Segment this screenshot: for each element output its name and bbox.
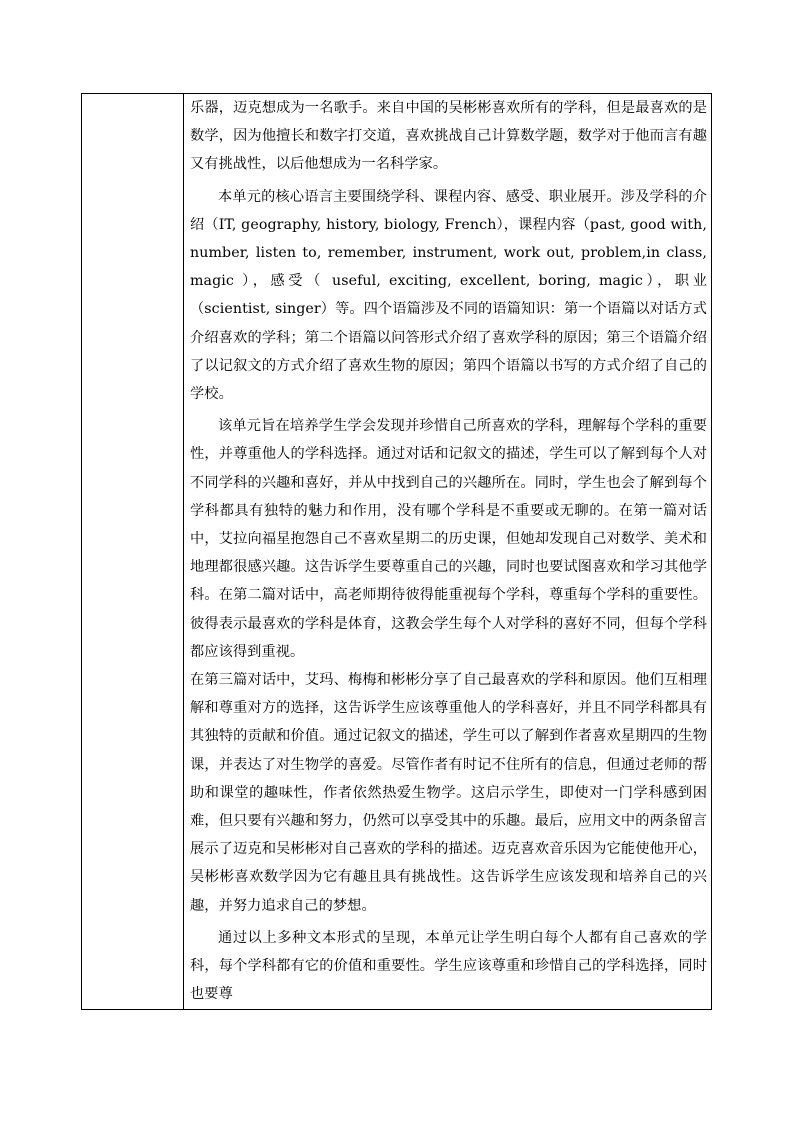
content-table: [81, 93, 712, 1010]
paragraph-core-language: 本单元的核心语言主要围绕学科、课程内容、感受、职业展开。涉及学科的介绍（IT, geography, history, biology, French），课程内容（past, good with, number, listen to, remember, instrument, work out, problem,in class, magic ），感受（ useful, exciting, excellent, boring, magic），职业（scientist, singer）等。四个语篇涉及不同的语篇知识：第一个语篇以对话方式介绍喜欢的学科；第二个语篇以问答形式介绍了喜欢学科的原因；第三个语篇介绍了以记叙文的方式介绍了喜欢生物的原因；第四个语篇以书写的方式介绍了自己的学校。: [190, 188, 707, 403]
table-row: [82, 94, 712, 1010]
paragraph-third-dialogue: 在第三篇对话中，艾玛、梅梅和彬彬分享了自己最喜欢的学科和原因。他们互相理解和尊重对方的选择，这告诉学生应该尊重他人的学科喜好，并且不同学科都具有其独特的贡献和价值。通过记叙文的描述，学生可以了解到作者喜欢星期四的生物课，并表达了对生物学的喜爱。尽管作者有时记不住所有的信息，但通过老师的帮助和课堂的趣味性，作者依然热爱生物学。这启示学生，即使对一门学科感到困难，但只要有兴趣和努力，仍然可以享受其中的乐趣。最后，应用文中的两条留言展示了迈克和吴彬彬对自己喜欢的学科的描述。迈克喜欢音乐因为它能使他开心，吴彬彬喜欢数学因为它有趣且具有挑战性。这告诉学生应该发现和培养自己的兴趣，并努力追求自己的梦想。: [190, 672, 707, 914]
text-cell: [184, 94, 712, 1010]
left-label-cell: [82, 94, 184, 1010]
paragraph-unit-aim: 该单元旨在培养学生学会发现并珍惜自己所喜欢的学科，理解每个学科的重要性，并尊重他人的学科选择。通过对话和记叙文的描述，学生可以了解到每个人对不同学科的兴趣和喜好，并从中找到自己的兴趣所在。同时，学生也会了解到每个学科都具有独特的魅力和作用，没有哪个学科是不重要或无聊的。在第一篇对话中，艾拉向福星抱怨自己不喜欢星期二的历史课，但她却发现自己对数学、美术和地理都很感兴趣。这告诉学生要尊重自己的兴趣，同时也要试图喜欢和学习其他学科。在第二篇对话中，高老师期待彼得能重视每个学科，尊重每个学科的重要性。彼得表示最喜欢的学科是体育，这教会学生每个人对学科的喜好不同，但每个学科都应该得到重视。: [190, 418, 707, 660]
paragraph-continuation: 乐器，迈克想成为一名歌手。来自中国的吴彬彬喜欢所有的学科，但是最喜欢的是数学，因为他擅长和数字打交道，喜欢挑战自己计算数学题，数学对于他而言有趣又有挑战性，以后他想成为一名科学家。: [190, 100, 707, 173]
paragraph-summary: 通过以上多种文本形式的呈现，本单元让学生明白每个人都有自己喜欢的学科，每个学科都有它的价值和重要性。学生应该尊重和珍惜自己的学科选择，同时也要尊: [190, 929, 707, 1003]
